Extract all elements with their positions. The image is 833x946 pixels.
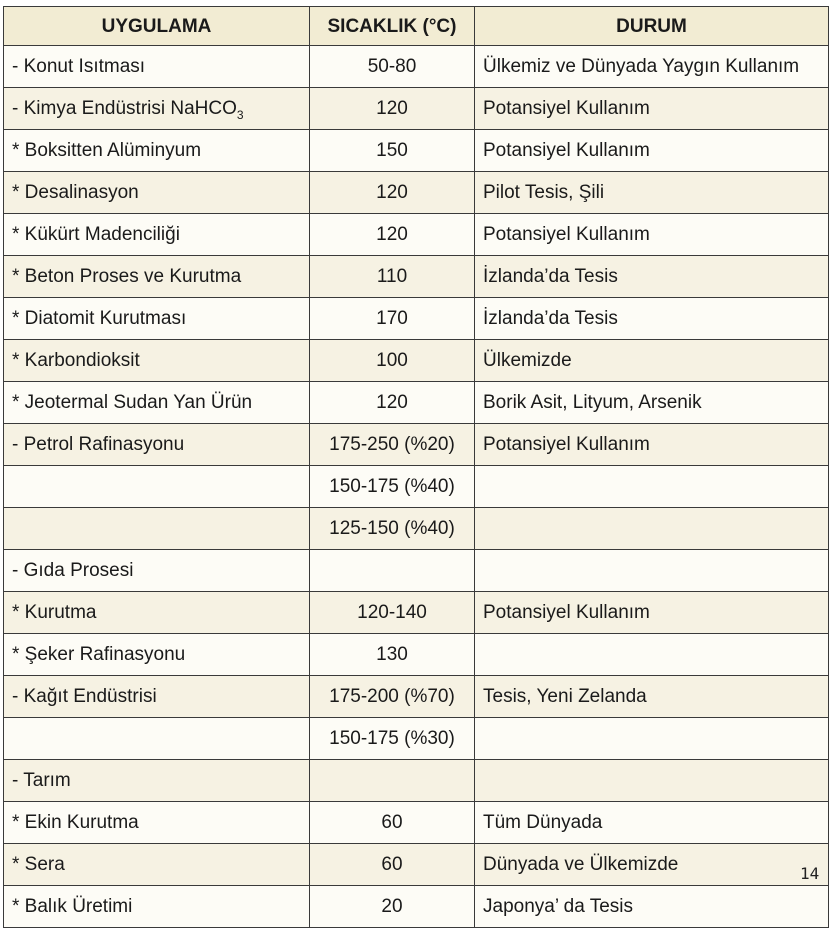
cell-temperature: 50-80 (310, 46, 475, 88)
cell-application (4, 172, 310, 214)
table-row (4, 634, 829, 676)
column-header-temperature: SICAKLIK (°C) (310, 7, 475, 46)
application-text: * Diatomit Kurutması (12, 308, 187, 329)
cell-temperature: 120 (310, 382, 475, 424)
chemical-subscript: 3 (236, 108, 244, 122)
cell-status: Borik Asit, Lityum, Arsenik (475, 382, 829, 424)
cell-temperature: 120 (310, 88, 475, 130)
cell-temperature: 120 (310, 214, 475, 256)
cell-temperature (310, 550, 475, 592)
cell-application (4, 256, 310, 298)
cell-temperature: 60 (310, 802, 475, 844)
page-number: 14 (800, 864, 820, 883)
cell-application (4, 760, 310, 802)
application-text: * Kurutma (12, 602, 97, 623)
cell-status (475, 466, 829, 508)
cell-application (4, 130, 310, 172)
cell-temperature: 150 (310, 130, 475, 172)
application-text: - Tarım (12, 770, 71, 791)
cell-application (4, 508, 310, 550)
application-text: * Jeotermal Sudan Yan Ürün (12, 392, 253, 413)
cell-temperature: 100 (310, 340, 475, 382)
cell-status: Ülkemiz ve Dünyada Yaygın Kullanım (475, 46, 829, 88)
application-text: - Petrol Rafinasyonu (12, 434, 185, 455)
cell-status: Ülkemizde (475, 340, 829, 382)
cell-status: Tesis, Yeni Zelanda (475, 676, 829, 718)
cell-temperature: 150-175 (%30) (310, 718, 475, 760)
table-row (4, 760, 829, 802)
table-row (4, 46, 829, 88)
cell-status (475, 550, 829, 592)
cell-application (4, 466, 310, 508)
cell-status (475, 508, 829, 550)
cell-application (4, 802, 310, 844)
cell-application (4, 298, 310, 340)
cell-temperature: 175-200 (%70) (310, 676, 475, 718)
cell-application (4, 340, 310, 382)
cell-temperature: 150-175 (%40) (310, 466, 475, 508)
table-header-row (4, 7, 829, 46)
cell-status: Potansiyel Kullanım (475, 130, 829, 172)
cell-application (4, 844, 310, 886)
cell-application (4, 424, 310, 466)
cell-temperature: 170 (310, 298, 475, 340)
application-text: * Şeker Rafinasyonu (12, 644, 186, 665)
cell-status: Potansiyel Kullanım (475, 592, 829, 634)
cell-application (4, 88, 310, 130)
application-text: * Desalinasyon (12, 182, 139, 203)
cell-application (4, 214, 310, 256)
cell-temperature: 120-140 (310, 592, 475, 634)
cell-status: Potansiyel Kullanım (475, 424, 829, 466)
application-text: - Konut Isıtması (12, 56, 146, 77)
application-text: * Balık Üretimi (12, 896, 133, 917)
cell-application (4, 46, 310, 88)
cell-temperature: 110 (310, 256, 475, 298)
cell-status: Pilot Tesis, Şili (475, 172, 829, 214)
table-row (4, 592, 829, 634)
application-text: * Sera (12, 854, 65, 875)
cell-status: İzlanda’da Tesis (475, 298, 829, 340)
table-row (4, 718, 829, 760)
cell-application (4, 886, 310, 928)
table-row (4, 676, 829, 718)
table-row (4, 802, 829, 844)
cell-application (4, 634, 310, 676)
cell-temperature: 130 (310, 634, 475, 676)
cell-temperature: 20 (310, 886, 475, 928)
table-row (4, 424, 829, 466)
cell-temperature: 175-250 (%20) (310, 424, 475, 466)
cell-temperature: 120 (310, 172, 475, 214)
cell-temperature (310, 760, 475, 802)
cell-application (4, 550, 310, 592)
table-row (4, 214, 829, 256)
cell-application (4, 592, 310, 634)
table-row (4, 466, 829, 508)
cell-status: Potansiyel Kullanım (475, 214, 829, 256)
table-row (4, 88, 829, 130)
application-text: - Kimya Endüstrisi NaHCO (12, 98, 237, 119)
application-text: * Karbondioksit (12, 350, 140, 371)
cell-status (475, 760, 829, 802)
table-row (4, 298, 829, 340)
table-row (4, 172, 829, 214)
cell-status (475, 634, 829, 676)
table-row (4, 256, 829, 298)
table-row (4, 340, 829, 382)
cell-application (4, 718, 310, 760)
application-text: * Beton Proses ve Kurutma (12, 266, 242, 287)
application-text: * Ekin Kurutma (12, 812, 139, 833)
cell-status (475, 718, 829, 760)
cell-status: Tüm Dünyada (475, 802, 829, 844)
table-row (4, 886, 829, 928)
application-text: * Boksitten Alüminyum (12, 140, 202, 161)
cell-status: Japonya’ da Tesis (475, 886, 829, 928)
cell-status: Potansiyel Kullanım (475, 88, 829, 130)
cell-application (4, 676, 310, 718)
geothermal-applications-table (3, 6, 829, 928)
cell-status: İzlanda’da Tesis (475, 256, 829, 298)
cell-temperature: 60 (310, 844, 475, 886)
cell-temperature: 125-150 (%40) (310, 508, 475, 550)
table-row (4, 844, 829, 886)
table-row (4, 382, 829, 424)
column-header-application: UYGULAMA (4, 7, 310, 46)
table-row (4, 550, 829, 592)
table-row (4, 508, 829, 550)
application-text: - Kağıt Endüstrisi (12, 686, 157, 707)
table-row (4, 130, 829, 172)
application-text: - Gıda Prosesi (12, 560, 134, 581)
cell-status: Dünyada ve Ülkemizde (475, 844, 829, 886)
column-header-status: DURUM (475, 7, 829, 46)
cell-application (4, 382, 310, 424)
application-text: * Kükürt Madenciliği (12, 224, 180, 245)
